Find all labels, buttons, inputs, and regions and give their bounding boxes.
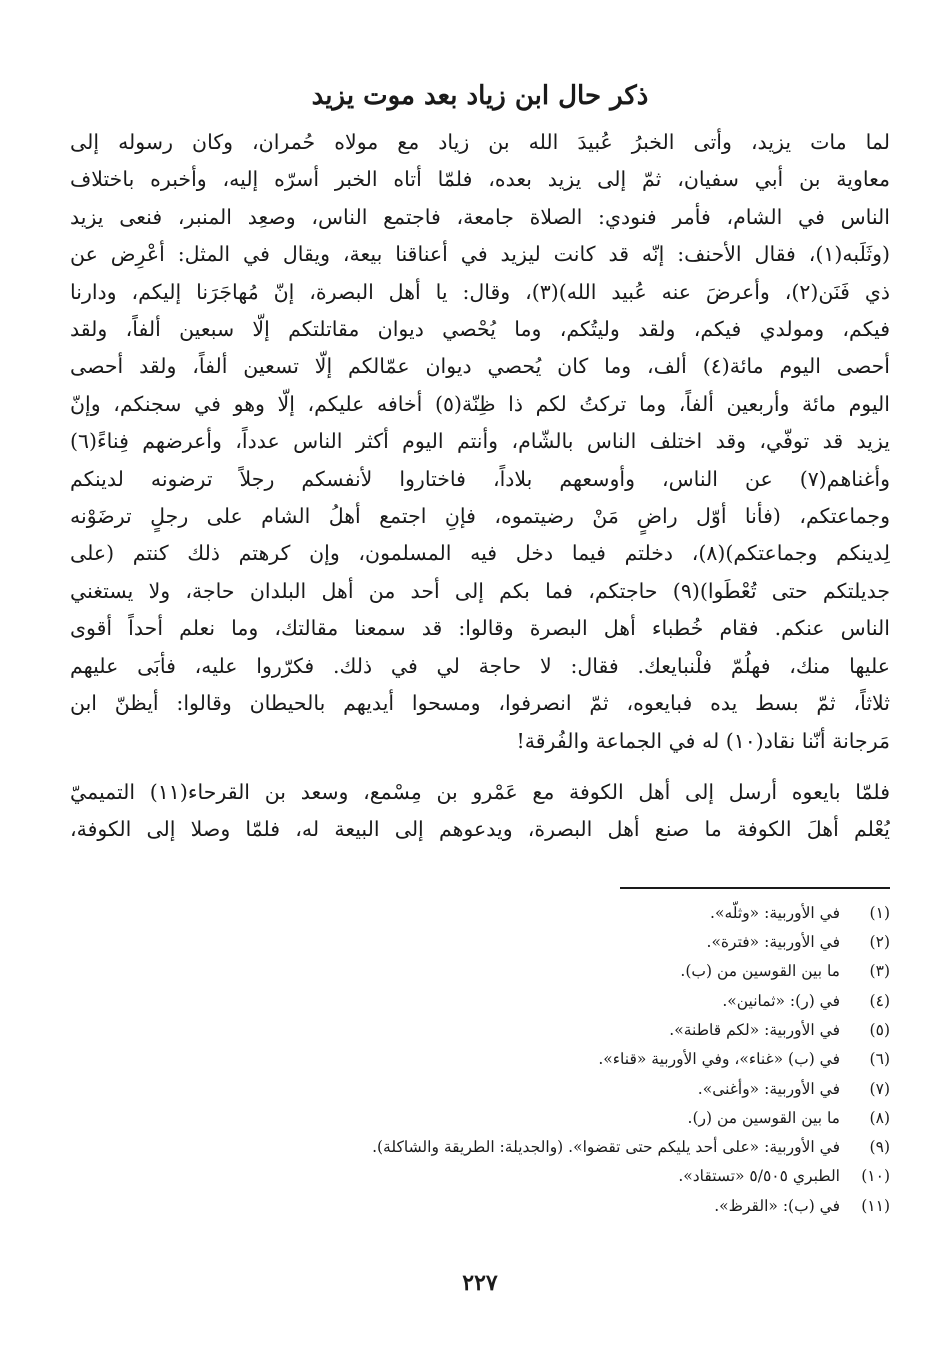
text-line: ثلاثاً، ثمّ بسط يده فبايعوه، ثمّ انصرفوا، ومسحوا أيديهم بالحيطان وقالوا: أيظنّ ابن (70, 691, 890, 716)
footnote (70, 1192, 890, 1221)
footnote-number: (٧) (869, 1079, 890, 1098)
footnote-text: ما بين القوسين من (ر). (687, 1108, 840, 1127)
text-line: ذي فَنَن(٢)، وأعرضَ عنه عُبيد الله)(٣)، وقال: يا أهل البصرة، إنّ مُهاجَرَنا إليكم، ودارنا (70, 279, 890, 304)
footnote (70, 957, 890, 986)
footnote-number: (٩) (869, 1138, 890, 1157)
page-title: ذكر حال ابن زياد بعد موت يزيد (311, 81, 649, 111)
footnote-number: (٥) (869, 1020, 890, 1039)
footnote-number: (١) (869, 903, 890, 922)
book-page (70, 70, 890, 1340)
footnote-text: في (ب) «غناء»، وفي الأوربية «قناء». (598, 1050, 840, 1069)
text-line: جديلتكم حتى تُعْطَوا)(٩) حاجتكم، فما بكم إلى أحد من أهل البلدان حاجة، ولا يستغني (70, 578, 890, 603)
text-line: (وثَلَبه(١)، فقال الأحنف: إنّه قد كانت ليزيد في أعناقنا بيعة، ويقال في المثل: أعْرِض عن (70, 242, 890, 267)
footnote-number: (٢) (869, 933, 890, 952)
text-line: اليوم مائة وأربعين ألفاً، وما تركتُ لكم ذا ظِنّة(٥) أخافه عليكم، إلّا وهو في سجنكم، وإنّ (70, 391, 890, 416)
footnote-text: في (ر): «ثمانين». (722, 991, 840, 1010)
footnote-divider (620, 887, 890, 889)
text-line: يُعْلم أهلَ الكوفة ما صنع أهل البصرة، ويدعوهم إلى البيعة له، فلمّا وصلا إلى الكوفة، (70, 817, 890, 842)
footnote-text: الطبري ٥/٥٠٥ «تستقاد». (678, 1167, 840, 1186)
paragraph-2 (70, 774, 890, 849)
footnote-text: في الأوربية: «وأغنى». (697, 1079, 840, 1098)
footnote-text: في الأوربية: «لكم قاطنة». (669, 1020, 840, 1039)
text-line: يزيد قد توفّي، وقد اختلف الناس بالشّام، وأنتم اليوم أكثر الناس عدداً، وأعرضهم فِناءً(٦) (70, 429, 890, 454)
footnote (70, 987, 890, 1016)
footnote (70, 899, 890, 928)
footnote-text: في الأوربية: «وثلّه». (710, 903, 840, 922)
text-line: الناس في الشام، فأمر فنودي: الصلاة جامعة، فاجتمع الناس، وصعِد المنبر، فنعى يزيد (70, 204, 890, 229)
footnote-text: في الأوربية: «على أحد يليكم حتى تقضوا». (والجديلة: الطريقة والشاكلة). (372, 1138, 840, 1157)
footnote (70, 1016, 890, 1045)
footnote (70, 1045, 890, 1074)
text-line: الناس عنكم. فقام خُطباء أهل البصرة وقالوا: قد سمعنا مقالتك، وما نعلم أحداً أقوى (70, 616, 890, 641)
footnote-number: (٤) (869, 991, 890, 1010)
footnote (70, 928, 890, 957)
text-line: فلمّا بايعوه أرسل إلى أهل الكوفة مع عَمْرو بن مِسْمع، وسعد بن القرحاء(١١) التميميّ (70, 779, 890, 804)
main-text (70, 124, 890, 849)
footnote (70, 1104, 890, 1133)
text-line: فيكم، ومولدي فيكم، ولقد وليتُكم، وما يُحْصي ديوان مقاتلتكم إلّا سبعين ألفاً، ولقد (70, 317, 890, 342)
text-line: أحصى اليوم مائة(٤) ألف، وما كان يُحصي ديوان عمّالكم إلّا تسعين ألفاً، ولقد أحصى (70, 354, 890, 379)
footnote-number: (١٠) (861, 1167, 890, 1186)
footnote-text: ما بين القوسين من (ب). (680, 962, 840, 981)
paragraph-1 (70, 124, 890, 760)
footnote (70, 1162, 890, 1191)
text-line: مَرجانة أنّنا نقاد(١٠) له في الجماعة والفُرقة! (516, 728, 890, 753)
footnote-number: (٨) (869, 1108, 890, 1127)
text-line: وجماعتكم، (فأنا أوّل راضٍ مَنْ رضيتموه، فإنِ اجتمع أهلُ الشام على رجلٍ ترضَوْنه (70, 504, 890, 529)
text-line: لما مات يزيد، وأتى الخبرُ عُبيدَ الله بن زياد مع مولاه حُمران، وكان رسوله إلى (70, 130, 890, 154)
footnote (70, 1075, 890, 1104)
footnote-number: (٦) (869, 1050, 890, 1069)
footnote (70, 1133, 890, 1162)
footnote-number: (٣) (869, 962, 890, 981)
footnote-number: (١١) (861, 1196, 890, 1215)
text-line: لِدينكم وجماعتكم)(٨)، دخلتم فيما دخل فيه المسلمون، وإن كرهتم ذلك كنتم (على (70, 541, 890, 566)
footnotes (70, 899, 890, 1221)
page-number: ٢٢٧ (462, 1270, 498, 1296)
text-line: عليها منك، فهلُمّ فلْنبايعك. فقال: لا حاجة لي في ذلك. فكرّروا عليه، فأبَى عليهم (70, 653, 890, 678)
footnote-text: في الأوربية: «فترة». (706, 933, 840, 952)
footnote-text: في (ب): «القرظ». (714, 1196, 840, 1215)
text-line: معاوية بن أبي سفيان، ثمّ إلى يزيد بعده، فلمّا أتاه الخبر أسرّه إليه، وأخبره باختلاف (70, 167, 890, 192)
text-line: وأغناهم(٧) عن الناس، وأوسعهم بلاداً، فاختاروا لأنفسكم رجلاً ترضونه لدينكم (70, 466, 890, 491)
